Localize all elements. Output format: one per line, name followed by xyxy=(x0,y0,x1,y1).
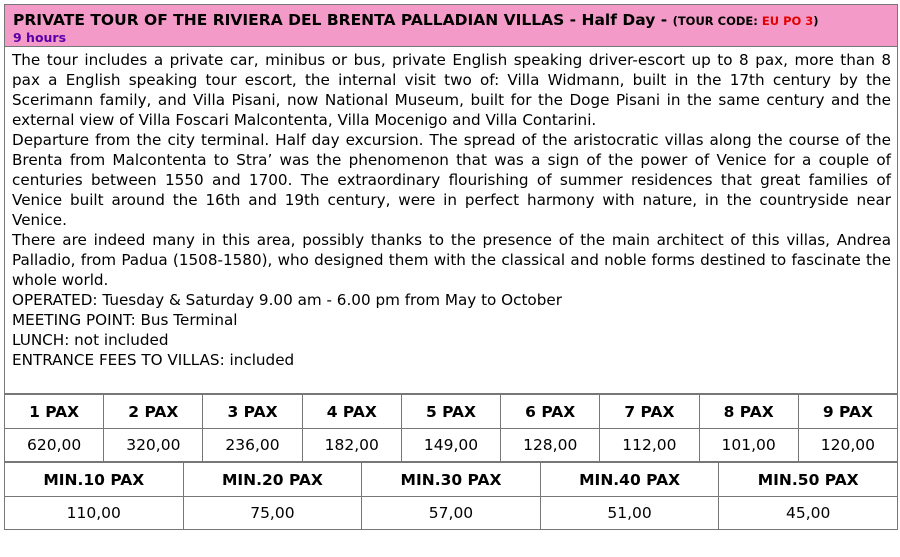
group-header-row xyxy=(5,463,898,497)
tour-code-suffix: ) xyxy=(813,14,819,28)
tour-code xyxy=(673,14,819,28)
entrance-fees-info: ENTRANCE FEES TO VILLAS: included xyxy=(12,351,295,369)
price-header-row xyxy=(5,395,898,429)
price-value-row xyxy=(5,429,898,462)
price-value: 182,00 xyxy=(302,429,401,462)
description-paragraph-1: The tour includes a private car, minibus or bus, private English speaking driver-escort up to 8 pax, more than 8 pax a English speaking tour escort, the internal visit two of: Villa Widmann, built in the 17th century by the Scerimann family, and Villa Pisani, now National Museum, built for the Doge Pisani in the same century and the external view of Villa Foscari Malcontenta, Villa Mocenigo and Villa Contarini. xyxy=(12,51,891,129)
operated-info: OPERATED: Tuesday & Saturday 9.00 am - 6.00 pm from May to October xyxy=(12,291,562,309)
group-header: MIN.20 PAX xyxy=(183,463,362,497)
pax-header: 3 PAX xyxy=(203,395,302,429)
price-table-small-groups xyxy=(4,394,898,462)
tour-description xyxy=(4,47,898,394)
group-price-value: 51,00 xyxy=(540,497,719,530)
price-value: 112,00 xyxy=(600,429,699,462)
pax-header: 5 PAX xyxy=(401,395,500,429)
group-price-value: 110,00 xyxy=(5,497,184,530)
price-value: 101,00 xyxy=(699,429,798,462)
pax-header: 9 PAX xyxy=(798,395,897,429)
tour-header xyxy=(4,4,898,47)
price-value: 128,00 xyxy=(501,429,600,462)
price-value: 149,00 xyxy=(401,429,500,462)
price-value: 620,00 xyxy=(5,429,104,462)
group-price-value: 75,00 xyxy=(183,497,362,530)
pax-header: 7 PAX xyxy=(600,395,699,429)
lunch-info: LUNCH: not included xyxy=(12,331,169,349)
pax-header: 4 PAX xyxy=(302,395,401,429)
pax-header: 1 PAX xyxy=(5,395,104,429)
description-paragraph-3: There are indeed many in this area, possibly thanks to the presence of the main architect of this villas, Andrea Palladio, from Padua (1508-1580), who designed them with the classical and noble forms destined to fascinate the whole world. xyxy=(12,231,891,289)
price-value: 120,00 xyxy=(798,429,897,462)
group-header: MIN.40 PAX xyxy=(540,463,719,497)
tour-code-prefix: (TOUR CODE: xyxy=(672,14,758,28)
group-price-value: 57,00 xyxy=(362,497,541,530)
tour-duration: 9 hours xyxy=(13,30,67,45)
group-header: MIN.50 PAX xyxy=(719,463,898,497)
price-value: 236,00 xyxy=(203,429,302,462)
tour-title-line xyxy=(13,11,889,29)
tour-code-value: EU PO 3 xyxy=(761,14,814,28)
pax-header: 8 PAX xyxy=(699,395,798,429)
tour-title: PRIVATE TOUR OF THE RIVIERA DEL BRENTA PALLADIAN VILLAS - Half Day - xyxy=(13,11,668,29)
group-price-value: 45,00 xyxy=(719,497,898,530)
meeting-point-info: MEETING POINT: Bus Terminal xyxy=(12,311,238,329)
group-header: MIN.10 PAX xyxy=(5,463,184,497)
description-paragraph-2: Departure from the city terminal. Half day excursion. The spread of the aristocratic villas along the course of the Brenta from Malcontenta to Stra’ was the phenomenon that was a sign of the power of Venice for a couple of centuries between 1550 and 1700. The extraordinary flourishing of summer residences that great families of Venice built around the 16th and 19th century, were in perfect harmony with nature, in the countryside near Venice. xyxy=(12,131,891,229)
pax-header: 2 PAX xyxy=(104,395,203,429)
group-header: MIN.30 PAX xyxy=(362,463,541,497)
price-value: 320,00 xyxy=(104,429,203,462)
tour-card xyxy=(4,4,898,530)
price-table-large-groups xyxy=(4,462,898,530)
group-value-row xyxy=(5,497,898,530)
pax-header: 6 PAX xyxy=(501,395,600,429)
